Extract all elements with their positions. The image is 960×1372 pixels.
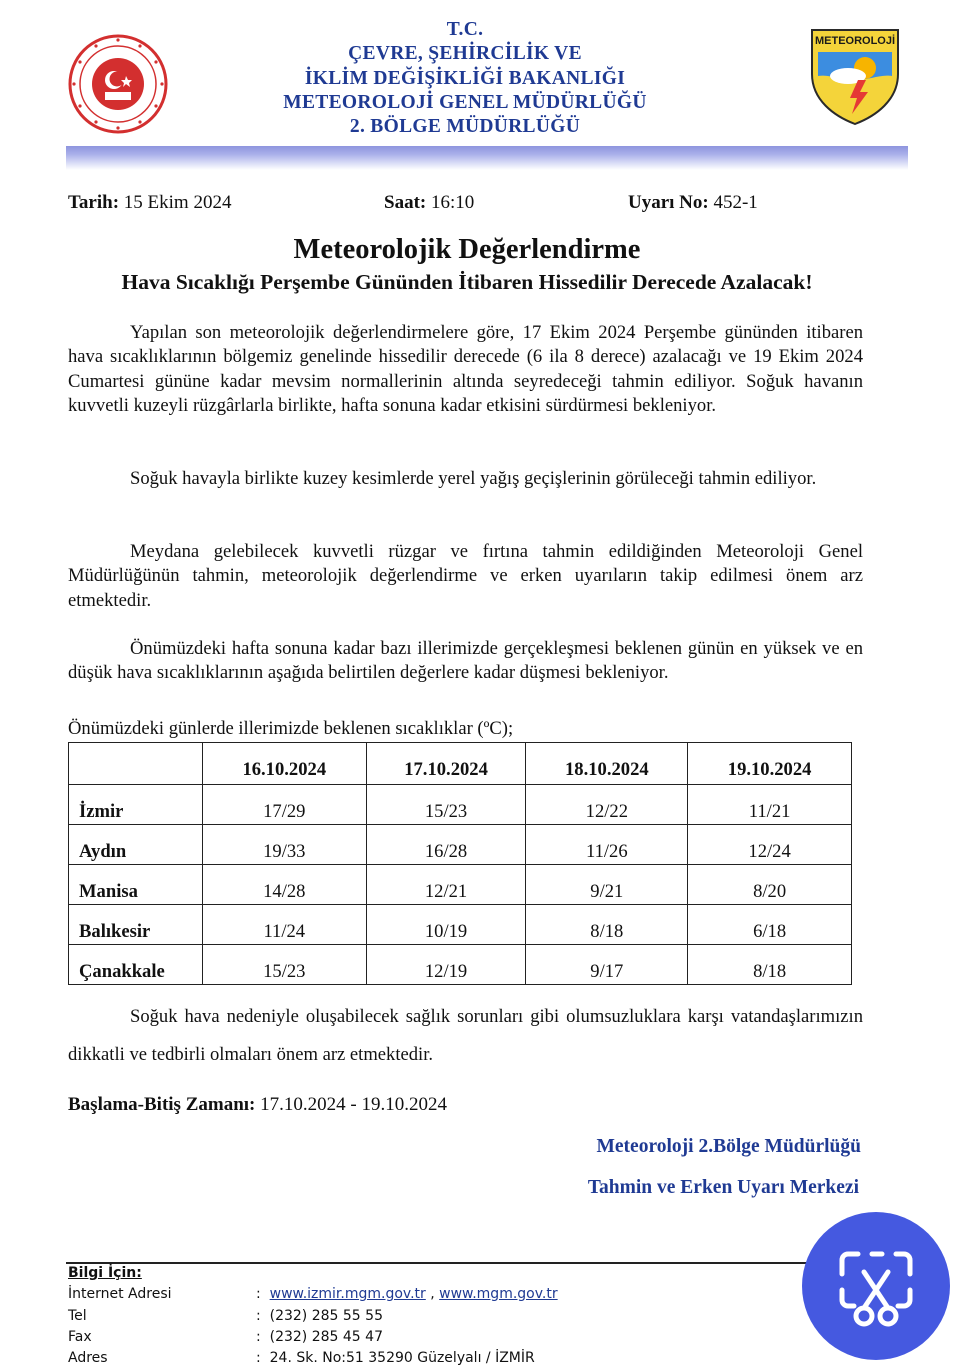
table-column-header: 18.10.2024 xyxy=(526,743,688,785)
footer-colon: : xyxy=(256,1286,261,1302)
footer-divider xyxy=(66,1262,866,1264)
temperature-cell: 9/21 xyxy=(526,865,688,905)
table-corner-cell xyxy=(69,743,203,785)
temperature-cell: 12/24 xyxy=(688,825,852,865)
city-name: İzmir xyxy=(69,785,203,825)
footer-colon: : xyxy=(256,1350,261,1366)
temperature-cell: 12/19 xyxy=(366,945,526,985)
footer-label-address: Adres xyxy=(68,1350,108,1366)
temperature-cell: 16/28 xyxy=(366,825,526,865)
meteoroloji-logo-icon xyxy=(810,28,900,126)
logo-text: METEOROLOJİ xyxy=(814,35,896,47)
footer-value-internet xyxy=(256,1286,558,1302)
date-value: 15 Ekim 2024 xyxy=(123,192,232,213)
footer-value-tel xyxy=(256,1308,383,1324)
closing-paragraph: Soğuk hava nedeniyle oluşabilecek sağlık sorunları gibi olumsuzluklara karşı vatandaşlarımızın dikkatli ve tedbirli olmaları önem arz etmektedir. xyxy=(68,1006,863,1065)
paragraph-2: Soğuk havayla birlikte kuzey kesimlerde yerel yağış geçişlerinin görüleceği tahmin ediliyor. xyxy=(130,468,817,489)
warning-value: 452-1 xyxy=(713,192,758,213)
footer-label-internet: İnternet Adresi xyxy=(68,1286,172,1302)
table-row xyxy=(69,905,852,945)
website-link-mgm[interactable]: www.mgm.gov.tr xyxy=(439,1286,558,1302)
link-separator: , xyxy=(425,1286,440,1302)
time-label: Saat: xyxy=(384,192,427,213)
footer-heading: Bilgi İçin: xyxy=(68,1265,142,1281)
table-row xyxy=(69,865,852,905)
header-line: T.C. xyxy=(446,19,484,40)
address-text: 24. Sk. No:51 35290 Güzelyalı / İZMİR xyxy=(269,1350,535,1366)
temperature-cell: 17/29 xyxy=(202,785,366,825)
header-line: İKLİM DEĞİŞİKLİĞİ BAKANLIĞI xyxy=(304,67,626,89)
time-field xyxy=(384,192,474,214)
period-field xyxy=(68,1094,447,1116)
document-subtitle: Hava Sıcaklığı Perşembe Gününden İtibaren Hissedilir Derecede Azalacak! xyxy=(121,270,813,294)
paragraph-3: Meydana gelebilecek kuvvetli rüzgar ve fırtına tahmin edildiğinden Meteoroloji Genel Müdürlüğünün tahmin, meteorolojik değerlendirme ve erken uyarıların takip edilmesi önem arz etmektedir. xyxy=(68,541,863,611)
period-value: 17.10.2024 - 19.10.2024 xyxy=(260,1094,447,1115)
time-value: 16:10 xyxy=(430,192,475,213)
header-line: 2. BÖLGE MÜDÜRLÜĞÜ xyxy=(349,116,581,138)
document-title: Meteorolojik Değerlendirme xyxy=(293,234,641,265)
paragraph-4: Önümüzdeki hafta sonuna kadar bazı illerimizde gerçekleşmesi beklenen günün en yüksek ve en düşük hava sıcaklıklarının aşağıda belirtilen değerlere kadar düşmesi bekleniyor. xyxy=(68,638,863,684)
temperature-cell: 11/26 xyxy=(526,825,688,865)
city-name: Manisa xyxy=(69,865,203,905)
temperature-cell: 6/18 xyxy=(688,905,852,945)
header-line: METEOROLOJİ GENEL MÜDÜRLÜĞÜ xyxy=(283,91,647,113)
warning-number-field xyxy=(628,192,758,214)
screenshot-crop-button[interactable] xyxy=(802,1212,950,1360)
temperature-cell: 14/28 xyxy=(202,865,366,905)
temperature-cell: 11/24 xyxy=(202,905,366,945)
footer-value-address xyxy=(256,1350,535,1366)
temperature-cell: 9/17 xyxy=(526,945,688,985)
city-name: Aydın xyxy=(69,825,203,865)
scissors-select-icon xyxy=(802,1212,950,1360)
temperature-cell: 12/21 xyxy=(366,865,526,905)
city-name: Balıkesir xyxy=(69,905,203,945)
temperature-cell: 15/23 xyxy=(202,945,366,985)
table-header-row xyxy=(69,743,852,785)
footer-label-tel: Tel xyxy=(68,1308,87,1324)
warning-label: Uyarı No: xyxy=(628,192,709,213)
paragraph-1: Yapılan son meteorolojik değerlendirmelere göre, 17 Ekim 2024 Perşembe gününden itibaren hava sıcaklıklarının bölgemiz genelinde hissedilir derecede (6 ila 8 derece) azalacağı ve 19 Ekim 2024 Cumartesi gününe kadar mevsim normallerinin altında seyredeceği tahmin ediliyor. Soğuk havanın kuvvetli kuzeyli rüzgârlarla birlikte, hafta sonuna kadar etkisini sürdürmesi bekleniyor. xyxy=(68,322,863,417)
table-column-header: 16.10.2024 xyxy=(202,743,366,785)
date-label: Tarih: xyxy=(68,192,120,213)
footer-colon: : xyxy=(256,1308,261,1324)
temperature-cell: 8/20 xyxy=(688,865,852,905)
header-divider-bar xyxy=(66,146,908,170)
temperature-cell: 8/18 xyxy=(688,945,852,985)
temperature-cell: 8/18 xyxy=(526,905,688,945)
footer-label-fax: Fax xyxy=(68,1329,92,1345)
forecast-table xyxy=(68,742,852,985)
table-row xyxy=(69,945,852,985)
table-row xyxy=(69,785,852,825)
website-link-izmir[interactable]: www.izmir.mgm.gov.tr xyxy=(269,1286,426,1302)
date-field xyxy=(68,192,231,214)
temperature-cell: 11/21 xyxy=(688,785,852,825)
ministry-seal-icon xyxy=(68,34,168,134)
temperature-cell: 15/23 xyxy=(366,785,526,825)
signature-line-2: Tahmin ve Erken Uyarı Merkezi xyxy=(587,1177,859,1198)
period-label: Başlama-Bitiş Zamanı: xyxy=(68,1094,256,1115)
header-title xyxy=(250,18,680,139)
footer-value-fax xyxy=(256,1329,383,1345)
signature-line-1: Meteoroloji 2.Bölge Müdürlüğü xyxy=(596,1136,861,1157)
temperature-cell: 19/33 xyxy=(202,825,366,865)
footer-colon: : xyxy=(256,1329,261,1345)
table-row xyxy=(69,825,852,865)
city-name: Çanakkale xyxy=(69,945,203,985)
fax-number: (232) 285 45 47 xyxy=(269,1329,383,1345)
table-column-header: 19.10.2024 xyxy=(688,743,852,785)
phone-number: (232) 285 55 55 xyxy=(269,1308,383,1324)
temperature-cell: 12/22 xyxy=(526,785,688,825)
header-line: ÇEVRE, ŞEHİRCİLİK VE xyxy=(348,43,582,65)
table-caption: Önümüzdeki günlerde illerimizde beklenen sıcaklıklar (ºC); xyxy=(68,718,514,739)
table-column-header: 17.10.2024 xyxy=(366,743,526,785)
temperature-cell: 10/19 xyxy=(366,905,526,945)
